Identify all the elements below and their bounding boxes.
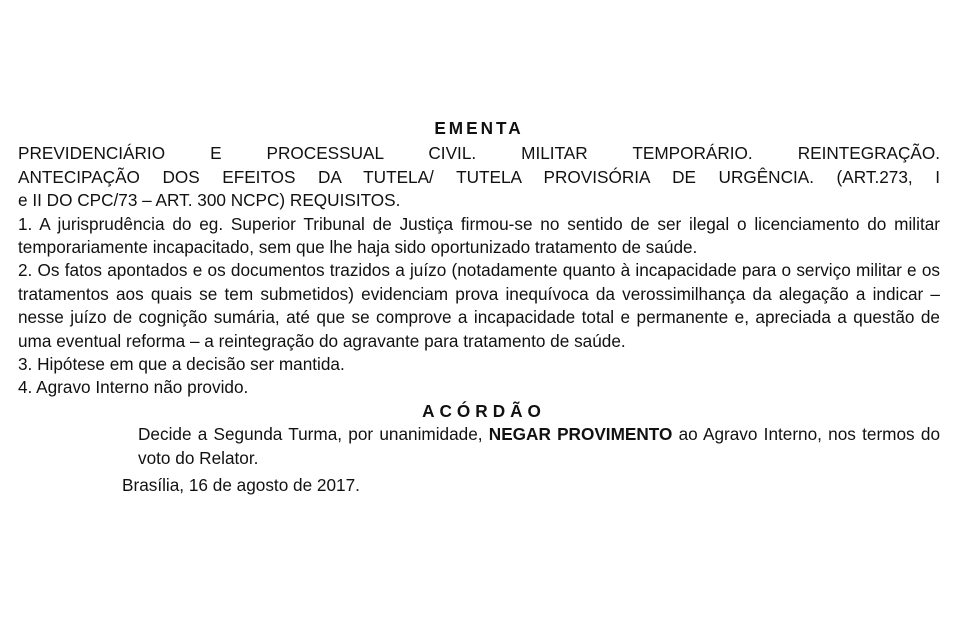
ementa-title-line-1: PREVIDENCIÁRIO E PROCESSUAL CIVIL. MILITAR TEMPORÁRIO. REINTEGRAÇÃO. — [18, 143, 940, 164]
ementa-item-3: 3. Hipótese em que a decisão ser mantida. — [18, 354, 345, 375]
ementa-title-line-3: e II DO CPC/73 – ART. 300 NCPC) REQUISITOS. — [18, 190, 401, 211]
acordao-text-before: Decide a Segunda Turma, por unanimidade, — [138, 424, 489, 445]
acordao-decision — [18, 423, 940, 470]
ementa-heading: EMENTA — [434, 118, 524, 138]
ementa-title-line-2: ANTECIPAÇÃO DOS EFEITOS DA TUTELA/ TUTELA PROVISÓRIA DE URGÊNCIA. (ART.273, I — [18, 166, 940, 187]
acordao-bold-decision: NEGAR PROVIMENTO — [488, 424, 673, 445]
acordao-heading: ACÓRDÃO — [422, 400, 546, 421]
document-body — [18, 117, 940, 498]
ementa-item-4: 4. Agravo Interno não provido. — [18, 377, 249, 398]
acordao-text-after: ao Agravo Interno, nos termos do voto do Relator. — [138, 424, 940, 468]
ementa-item-2: 2. Os fatos apontados e os documentos trazidos a juízo (notadamente quanto à incapacidade para o serviço militar e os tratamentos aos quais se tem submetidos) evidenciam prova inequívoca da verossimilhança da alegação a indicar – nesse juízo de cognição sumária, até que se comprove a incapacidade total e permanente e, apreciada a questão de uma eventual reforma – a reintegração do agravante para tratamento de saúde. — [18, 260, 940, 351]
place-date: Brasília, 16 de agosto de 2017. — [122, 475, 360, 496]
ementa-item-1: 1. A jurisprudência do eg. Superior Tribunal de Justiça firmou-se no sentido de ser ilegal o licenciamento do militar temporariamente incapacitado, sem que lhe haja sido oportunizado tratamento de saúde. — [18, 213, 940, 258]
